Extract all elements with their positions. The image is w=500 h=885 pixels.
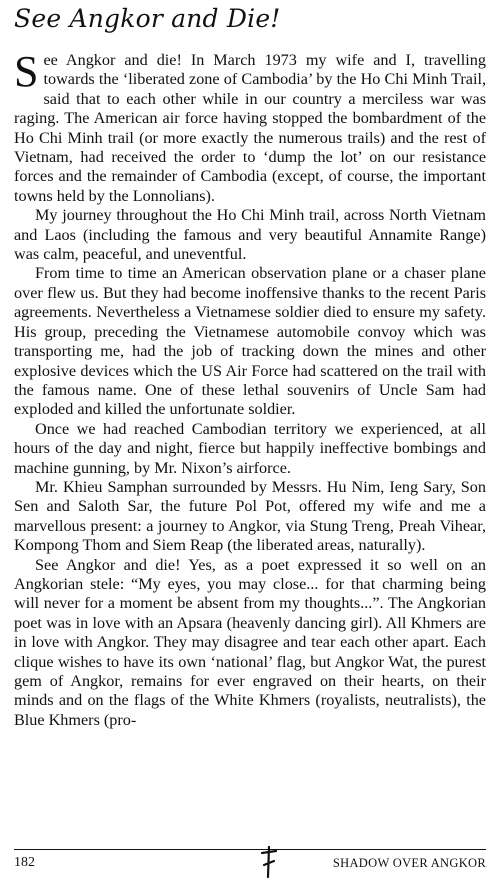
chapter-title: See Angkor and Die! [14,4,281,33]
paragraph-3: From time to time an American observation plane or a chaser plane over flew us. But they had become inoffensive thanks to the recent Paris agreements. Nevertheless a Vietnamese soldier died to ensure my safety. His group, preceding the Vietnamese automobile convoy which was transporting me, had the job of tracking down the mines and other explosive devices which the US Air Force had scattered on the trail with the famous name. One of these lethal souvenirs of Uncle Sam had exploded and killed the unfortunate soldier. [14,264,486,419]
paragraph-5: Mr. Khieu Samphan surrounded by Messrs. Hu Nim, Ieng Sary, Son Sen and Saloth Sar, the future Pol Pot, offered my wife and me a marvellous present: a journey to Angkor, via Stung Treng, Preah Vihear, Kompong Thom and Siem Reap (the liberated areas, naturally). [14,477,486,555]
paragraph-4: Once we had reached Cambodian territory we experienced, at all hours of the day and night, fierce but happily ineffective bombings and machine gunning, by Mr. Nixon’s airforce. [14,419,486,477]
page-number: 182 [14,855,35,870]
running-head: SHADOW OVER ANGKOR [332,856,486,870]
body-text [14,47,486,730]
drop-cap: S [14,47,39,96]
hand-drawn-mark-icon [258,845,280,879]
footer-rule [14,849,486,850]
paragraph-2: My journey throughout the Ho Chi Minh trail, across North Vietnam and Laos (including the famous and very beautiful Annamite Range) was calm, peaceful, and uneventful. [14,206,486,264]
paragraph-6: See Angkor and die! Yes, as a poet expressed it so well on an Angkorian stele: “My eyes, you may close... for that charming being will never for a moment be absent from my thoughts...”. The Angkorian poet was in love with an Apsara (heavenly dancing girl). All Khmers are in love with Angkor. They may disagree and tear each other apart. Each clique wishes to have its own ‘national’ flag, but Angkor Wat, the purest gem of Angkor, remains for ever engraved on their hearts, on their minds and on the flags of the White Khmers (royalists, neutralists), the Blue Khmers (pro- [14,555,486,729]
paragraph-1: See Angkor and die! In March 1973 my wife and I, travelling towards the ‘liberated zone of Cambodia’ by the Ho Chi Minh Trail, said that to each other while in our country a merciless war was raging. The American air force having stopped the bombardment of the Ho Chi Minh trail (or more exactly the numerous trails) and the rest of Vietnam, had received the order to ‘dump the lot’ on our resistance forces and the remainder of Cambodia (except, of course, the important towns held by the Lonnolians). [14,47,486,205]
